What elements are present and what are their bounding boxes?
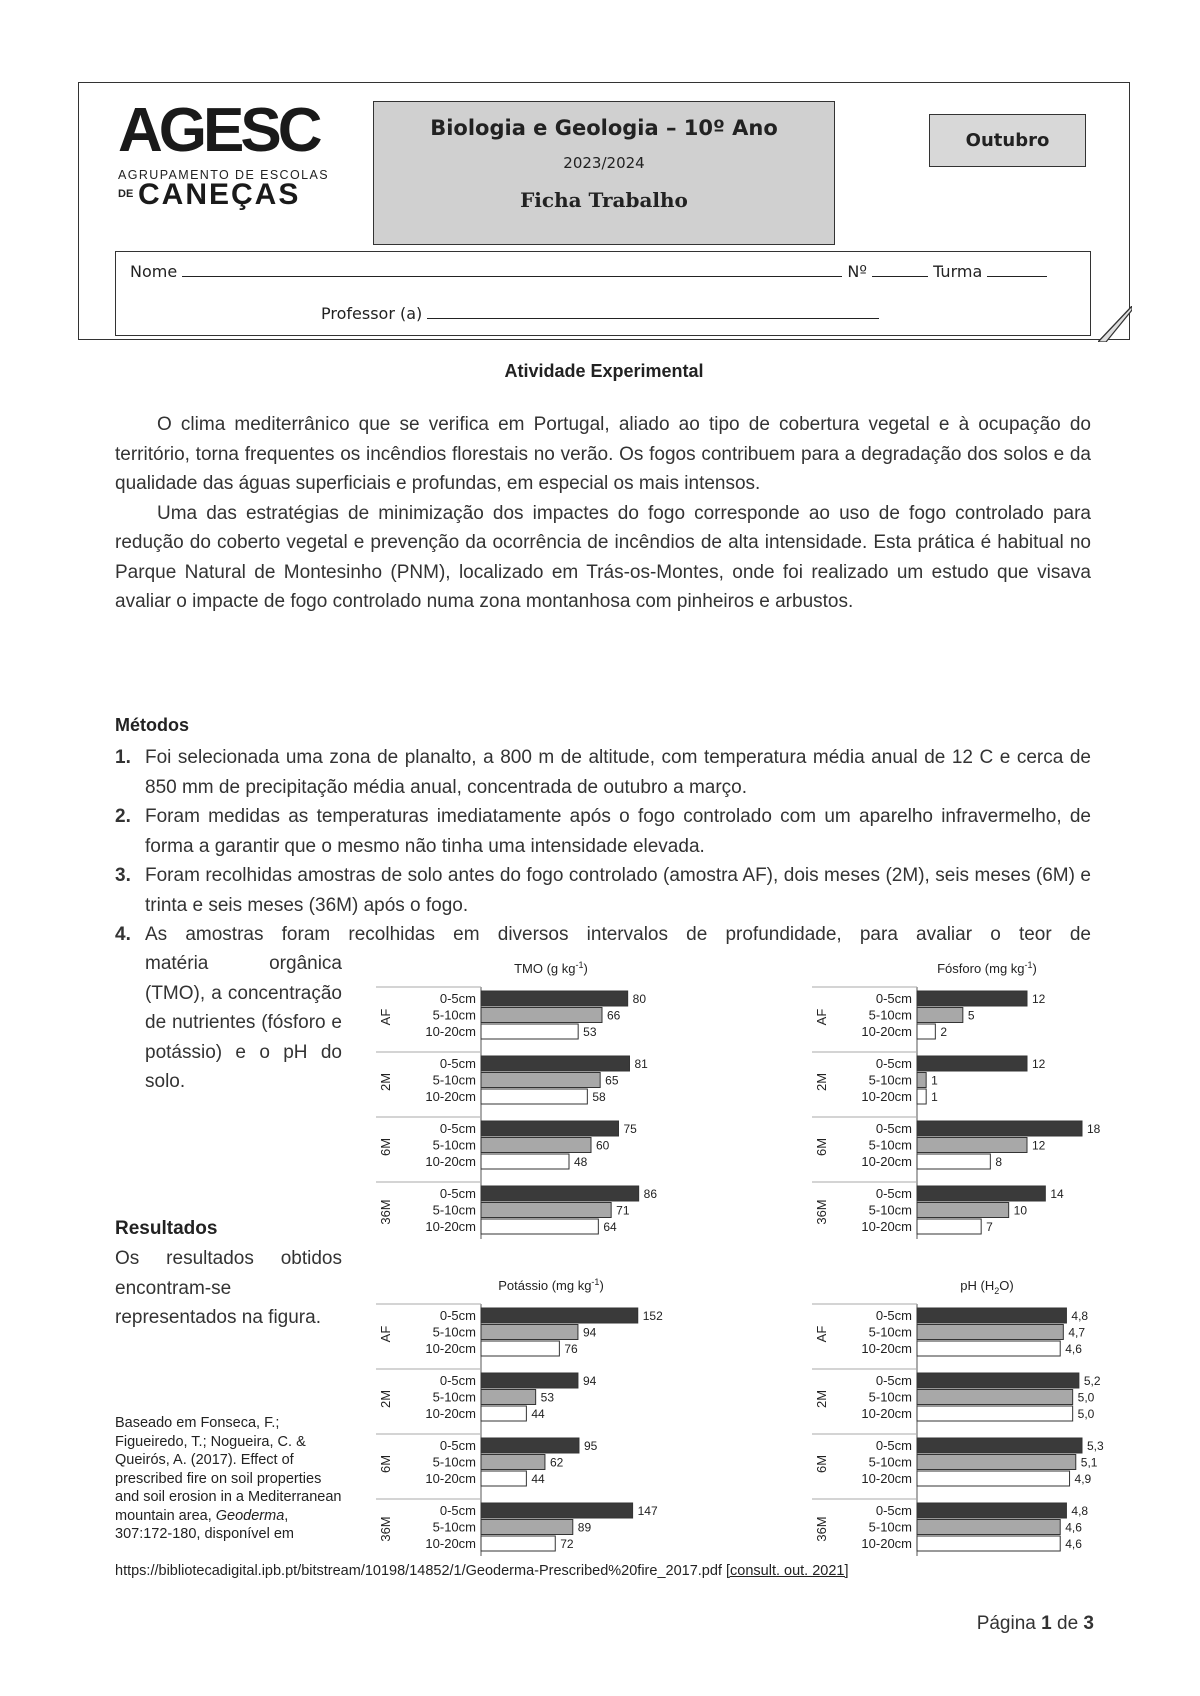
depth-label: 0-5cm — [875, 1056, 912, 1071]
depth-label: 5-10cm — [432, 1519, 476, 1535]
intro-paragraph: O clima mediterrânico que se verifica em Portugal, aliado ao tipo de cobertura vegetal e à ocupação do território, torna frequentes os incêndios florestais no verão. Os fogos contribuem para a degradação dos solos e da qualidade das águas superficiais e profundas, em especial os mais intensos. — [115, 414, 1091, 494]
chart-fosforo — [812, 955, 1112, 1245]
depth-label: 0-5cm — [439, 1308, 476, 1323]
value-label: 5,3 — [1087, 1439, 1104, 1453]
bar — [481, 1390, 536, 1405]
bar — [917, 1503, 1066, 1518]
title-box — [373, 101, 835, 245]
bar — [917, 1471, 1070, 1486]
bar — [917, 1455, 1076, 1470]
group-label: 6M — [378, 1454, 393, 1474]
method-item-continuation: matéria orgânica (TMO), a concentração de nutrientes (fósforo e potássio) e o pH do solo. — [145, 953, 342, 1092]
bar — [481, 1438, 579, 1453]
chart-title: TMO (g $kg^{-1}$) — [514, 960, 588, 976]
value-label: 4,7 — [1068, 1325, 1086, 1340]
bar — [481, 991, 628, 1006]
name-row — [130, 262, 1047, 281]
value-label: 95 — [583, 1439, 598, 1453]
value-label: 1 — [931, 1090, 938, 1104]
value-label: 62 — [549, 1455, 564, 1470]
depth-label: 10-20cm — [861, 1536, 912, 1551]
bar — [917, 1138, 1027, 1153]
depth-label: 10-20cm — [861, 1341, 912, 1356]
depth-label: 5-10cm — [868, 1454, 912, 1470]
bar — [481, 1373, 578, 1388]
depth-label: 0-5cm — [875, 1121, 912, 1136]
depth-label: 10-20cm — [861, 1154, 912, 1169]
chart-title: pH $(H_2O)$ — [960, 1278, 1014, 1296]
bar — [917, 1203, 1009, 1218]
number-label: Nº — [847, 262, 867, 281]
bar — [917, 1390, 1073, 1405]
group-label: 36M — [378, 1199, 393, 1225]
bar — [917, 1024, 935, 1039]
value-label: 94 — [582, 1325, 597, 1340]
logo-main: AGESC — [118, 96, 319, 165]
chart-potassio — [376, 1272, 676, 1562]
depth-label: 5-10cm — [432, 1072, 476, 1088]
value-label: 12 — [1032, 1057, 1046, 1071]
bar — [917, 1008, 963, 1023]
bar — [481, 1308, 638, 1323]
page-fold-icon — [1098, 306, 1132, 342]
value-label: 5,0 — [1077, 1407, 1095, 1421]
depth-label: 5-10cm — [432, 1454, 476, 1470]
value-label: 10 — [1013, 1203, 1028, 1218]
depth-label: 10-20cm — [861, 1219, 912, 1234]
value-label: 60 — [596, 1138, 610, 1153]
bar — [481, 1024, 578, 1039]
intro-text — [115, 410, 1091, 617]
bar — [917, 1325, 1063, 1340]
value-label: 66 — [607, 1008, 621, 1023]
group-label: 6M — [378, 1137, 393, 1157]
value-label: 5,2 — [1083, 1374, 1101, 1388]
depth-label: 10-20cm — [861, 1406, 912, 1421]
results-text: Os resultados obtidos encontram-se representados na figura. — [115, 1248, 342, 1328]
depth-label: 10-20cm — [861, 1471, 912, 1486]
reference-url-row — [115, 1563, 849, 1579]
depth-label: 0-5cm — [875, 991, 912, 1006]
bar — [917, 1373, 1079, 1388]
depth-label: 0-5cm — [439, 1056, 476, 1071]
methods-list — [115, 743, 1091, 950]
depth-label: 5-10cm — [868, 1519, 912, 1535]
depth-label: 0-5cm — [439, 1121, 476, 1136]
depth-label: 10-20cm — [425, 1406, 476, 1421]
depth-label: 10-20cm — [861, 1024, 912, 1039]
depth-label: 0-5cm — [439, 1373, 476, 1388]
value-label: 75 — [623, 1122, 637, 1136]
value-label: 12 — [1032, 1138, 1046, 1153]
value-label: 81 — [634, 1057, 648, 1071]
depth-label: 0-5cm — [875, 1503, 912, 1518]
chart-tmo — [376, 955, 676, 1245]
page-number: Página 1 de 3 — [976, 1613, 1094, 1634]
bar — [481, 1186, 639, 1201]
group-label: 2M — [378, 1389, 393, 1409]
value-label: 72 — [560, 1537, 574, 1551]
chart-title: Fósforo (mg $kg^{-1}$) — [937, 960, 1037, 976]
value-label: 14 — [1050, 1187, 1064, 1201]
bar — [917, 991, 1027, 1006]
depth-label: 5-10cm — [868, 1389, 912, 1405]
school-year: 2023/2024 — [563, 154, 645, 172]
group-label: 2M — [378, 1072, 393, 1092]
value-label: 44 — [531, 1472, 545, 1486]
depth-label: 0-5cm — [439, 1503, 476, 1518]
value-label: 8 — [995, 1155, 1003, 1169]
value-label: 80 — [632, 992, 647, 1006]
logo-subtitle: AGRUPAMENTO DE ESCOLAS — [118, 168, 329, 182]
value-label: 5,0 — [1077, 1390, 1095, 1405]
value-label: 71 — [616, 1203, 630, 1218]
depth-label: 5-10cm — [868, 1007, 912, 1023]
depth-label: 0-5cm — [875, 1438, 912, 1453]
bar — [917, 1536, 1060, 1551]
value-label: 7 — [986, 1220, 993, 1234]
bar — [917, 1341, 1060, 1356]
group-label: 2M — [814, 1389, 829, 1409]
value-label: 12 — [1032, 992, 1046, 1006]
method-item: 4. As amostras foram recolhidas em diversos intervalos de profundidade, para avaliar o teor de — [115, 924, 1091, 945]
value-label: 94 — [582, 1374, 597, 1388]
value-label: 65 — [605, 1073, 619, 1088]
bar — [481, 1008, 602, 1023]
bar — [481, 1089, 587, 1104]
bar — [917, 1056, 1027, 1071]
name-label: Nome — [130, 262, 178, 281]
bar — [481, 1154, 569, 1169]
results-title: Resultados — [115, 1218, 218, 1239]
bar — [481, 1138, 591, 1153]
number-field[interactable] — [872, 262, 928, 277]
class-label: Turma — [933, 262, 983, 281]
chart-title: Potássio (mg $kg^{-1}$) — [498, 1277, 604, 1293]
activity-title: Atividade Experimental — [504, 361, 704, 381]
value-label: 4,8 — [1071, 1504, 1089, 1518]
value-label: 152 — [642, 1309, 663, 1323]
student-info-box — [115, 251, 1091, 336]
bar — [917, 1520, 1060, 1535]
value-label: 2 — [940, 1025, 948, 1039]
subject-title: Biologia e Geologia – 10º Ano — [430, 116, 778, 140]
bar — [481, 1520, 573, 1535]
depth-label: 10-20cm — [425, 1024, 476, 1039]
value-label: 58 — [592, 1090, 606, 1104]
reference: Baseado em Fonseca, F.; Figueiredo, T.; Nogueira, C. & Queirós, A. (2017). Effect of prescribed fire on soil properties and soil erosion in a Mediterranean mountain area, Geoderma, 307:172-180, disponível em — [115, 1415, 342, 1542]
value-label: 147 — [637, 1504, 658, 1518]
group-label: AF — [814, 1325, 829, 1343]
depth-label: 5-10cm — [868, 1202, 912, 1218]
bar — [481, 1503, 633, 1518]
depth-label: 5-10cm — [868, 1137, 912, 1153]
value-label: 53 — [583, 1025, 597, 1039]
depth-label: 10-20cm — [425, 1219, 476, 1234]
method-item: 2. Foram medidas as temperaturas imediatamente após o fogo controlado com um aparelho infravermelho, de forma a garantir que o mesmo não tinha uma intensidade elevada. — [115, 806, 1091, 857]
value-label: 4,8 — [1071, 1309, 1089, 1323]
value-label: 44 — [531, 1407, 545, 1421]
bar — [481, 1219, 598, 1234]
group-label: 36M — [814, 1199, 829, 1225]
depth-label: 5-10cm — [868, 1072, 912, 1088]
depth-label: 10-20cm — [425, 1089, 476, 1104]
value-label: 4,6 — [1065, 1520, 1082, 1535]
depth-label: 0-5cm — [875, 1373, 912, 1388]
bar — [917, 1406, 1073, 1421]
consult-date: [consult. out. 2021] — [726, 1563, 849, 1579]
value-label: 4,6 — [1065, 1537, 1082, 1551]
value-label: 1 — [931, 1073, 938, 1088]
bar — [481, 1203, 611, 1218]
depth-label: 10-20cm — [425, 1536, 476, 1551]
value-label: 5,1 — [1080, 1455, 1098, 1470]
group-label: 6M — [814, 1454, 829, 1474]
depth-label: 5-10cm — [432, 1324, 476, 1340]
group-label: 6M — [814, 1137, 829, 1157]
bar — [917, 1308, 1066, 1323]
bar — [917, 1121, 1082, 1136]
depth-label: 5-10cm — [432, 1007, 476, 1023]
value-label: 48 — [574, 1155, 588, 1169]
bar — [917, 1219, 981, 1234]
bar — [481, 1056, 630, 1071]
value-label: 18 — [1087, 1122, 1101, 1136]
method-item: 1. Foi selecionada uma zona de planalto, a 800 m de altitude, com temperatura média anual de 12 C e cerca de 850 mm de precipitação média anual, concentrada de outubro a março. — [115, 747, 1091, 798]
bar — [481, 1406, 526, 1421]
bar — [917, 1089, 926, 1104]
group-label: AF — [814, 1008, 829, 1026]
chart-ph — [812, 1272, 1112, 1562]
depth-label: 10-20cm — [861, 1089, 912, 1104]
bar — [481, 1536, 555, 1551]
bar — [481, 1073, 600, 1088]
depth-label: 10-20cm — [425, 1154, 476, 1169]
bar — [481, 1455, 545, 1470]
group-label: 36M — [378, 1516, 393, 1542]
bar — [917, 1186, 1045, 1201]
month-box: Outubro — [929, 114, 1086, 167]
depth-label: 0-5cm — [875, 1186, 912, 1201]
depth-label: 5-10cm — [868, 1324, 912, 1340]
group-label: 36M — [814, 1516, 829, 1542]
value-label: 64 — [603, 1220, 617, 1234]
depth-label: 5-10cm — [432, 1389, 476, 1405]
depth-label: 5-10cm — [432, 1202, 476, 1218]
method-item: 3. Foram recolhidas amostras de solo antes do fogo controlado (amostra AF), dois meses (2M), seis meses (6M) e trinta e seis meses (36M) após o fogo. — [115, 865, 1091, 916]
depth-label: 0-5cm — [439, 1438, 476, 1453]
value-label: 89 — [577, 1520, 592, 1535]
class-field[interactable] — [987, 262, 1047, 277]
name-field[interactable] — [182, 262, 842, 277]
teacher-row — [321, 304, 879, 323]
depth-label: 10-20cm — [425, 1341, 476, 1356]
group-label: AF — [378, 1325, 393, 1343]
logo-de: DE — [118, 188, 134, 200]
teacher-label: Professor (a) — [321, 304, 423, 323]
value-label: 86 — [643, 1187, 658, 1201]
depth-label: 10-20cm — [425, 1471, 476, 1486]
reference-url[interactable]: https://bibliotecadigital.ipb.pt/bitstream/10198/14852/1/Geoderma-Prescribed%20fire_2017.pdf — [115, 1563, 722, 1579]
intro-paragraph: Uma das estratégias de minimização dos impactes do fogo corresponde ao uso de fogo controlado para redução do coberto vegetal e prevenção da ocorrência de incêndios de alta intensidade. Esta prática é habitual no Parque Natural de Montesinho (PNM), localizado em Trás-os-Montes, onde foi realizado um estudo que visava avaliar o impacte de fogo controlado numa zona montanhosa com pinheiros e arbustos. — [115, 502, 1091, 612]
bar — [481, 1121, 619, 1136]
teacher-field[interactable] — [427, 304, 879, 319]
value-label: 53 — [540, 1390, 555, 1405]
bar — [917, 1438, 1082, 1453]
value-label: 4,6 — [1065, 1342, 1082, 1356]
depth-label: 0-5cm — [439, 1186, 476, 1201]
depth-label: 0-5cm — [875, 1308, 912, 1323]
value-label: 4,9 — [1074, 1472, 1092, 1486]
group-label: 2M — [814, 1072, 829, 1092]
group-label: AF — [378, 1008, 393, 1026]
bar — [481, 1325, 578, 1340]
logo-caneças: CANEÇAS — [138, 178, 301, 211]
bar — [917, 1073, 926, 1088]
bar — [481, 1471, 526, 1486]
methods-title: Métodos — [115, 715, 189, 735]
bar — [917, 1154, 990, 1169]
bar — [481, 1341, 559, 1356]
depth-label: 5-10cm — [432, 1137, 476, 1153]
depth-label: 0-5cm — [439, 991, 476, 1006]
value-label: 76 — [564, 1342, 578, 1356]
value-label: 5 — [967, 1008, 975, 1023]
sheet-title: Ficha Trabalho — [520, 188, 688, 212]
journal-name: Geoderma — [215, 1507, 285, 1524]
